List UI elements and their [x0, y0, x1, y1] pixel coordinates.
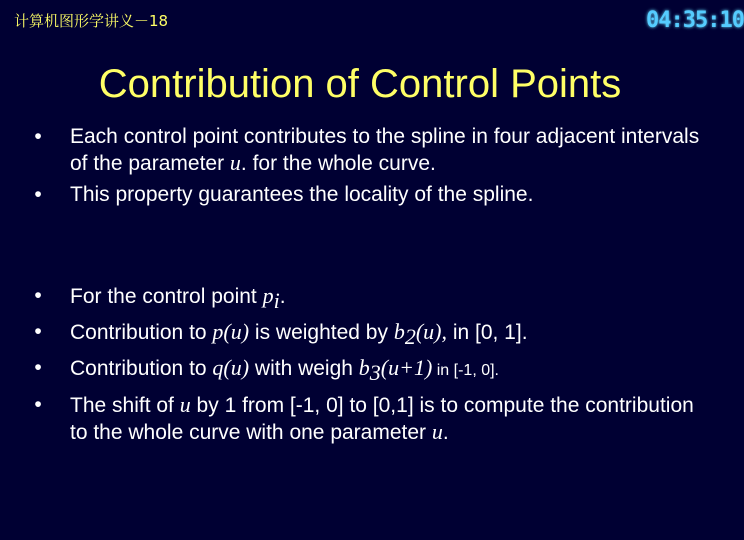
math-var: u — [179, 391, 191, 417]
bullet-text: The shift of — [70, 393, 180, 417]
math-expr: p(u) — [212, 319, 250, 345]
bullet-dot: • — [34, 125, 42, 148]
math-var: u — [431, 418, 443, 444]
bullet-text: is weighted by — [249, 321, 394, 345]
lecture-header-title: 计算机图形学讲义－18 — [14, 12, 169, 30]
math-var: p — [262, 283, 274, 308]
math-expr: q(u) — [212, 355, 250, 381]
bullet-text: in [0, 1]. — [446, 321, 528, 345]
bullet-dot: • — [34, 320, 42, 344]
bullet-text: . — [279, 285, 286, 308]
bullet-dot: • — [34, 183, 42, 206]
bullet-text: Contribution to — [70, 357, 213, 381]
bullet-item — [30, 319, 700, 350]
math-var: u — [229, 150, 241, 175]
math-subscript: 2 — [404, 324, 416, 350]
slide-title: Contribution of Control Points — [98, 62, 622, 106]
bullet-list-contribution — [30, 283, 700, 451]
bullet-text: with weigh — [249, 357, 359, 381]
bullet-text: Contribution to — [70, 321, 213, 345]
bullet-dot: • — [34, 392, 42, 416]
math-expr: (u), — [415, 319, 447, 345]
bullet-item — [30, 283, 700, 314]
bullet-text: For the control point — [70, 285, 263, 308]
math-subscript: 3 — [369, 360, 381, 386]
bullet-list-locality — [30, 124, 700, 213]
bullet-item — [30, 182, 700, 208]
bullet-text: . — [442, 420, 449, 444]
slide-clock: 04:35:10 — [646, 8, 744, 33]
bullet-text: by 1 from [-1, 0] to [0,1] is to compute the contribution to the whole curve with one parameter — [70, 393, 694, 444]
math-expr: b — [393, 319, 405, 345]
math-subscript: i — [273, 288, 280, 314]
bullet-text: Each control point contributes to the spline in four adjacent intervals of the parameter — [70, 125, 700, 175]
bullet-text: . for the whole curve. — [240, 152, 436, 175]
math-expr: b — [358, 355, 370, 381]
bullet-item — [30, 124, 700, 177]
bullet-text: in [-1, 0]. — [432, 362, 499, 380]
math-expr: (u+1) — [380, 355, 433, 381]
bullet-item — [30, 392, 700, 446]
bullet-item — [30, 355, 700, 386]
bullet-text: This property guarantees the locality of the spline. — [70, 183, 534, 206]
bullet-dot: • — [34, 284, 42, 307]
bullet-dot: • — [34, 356, 42, 380]
